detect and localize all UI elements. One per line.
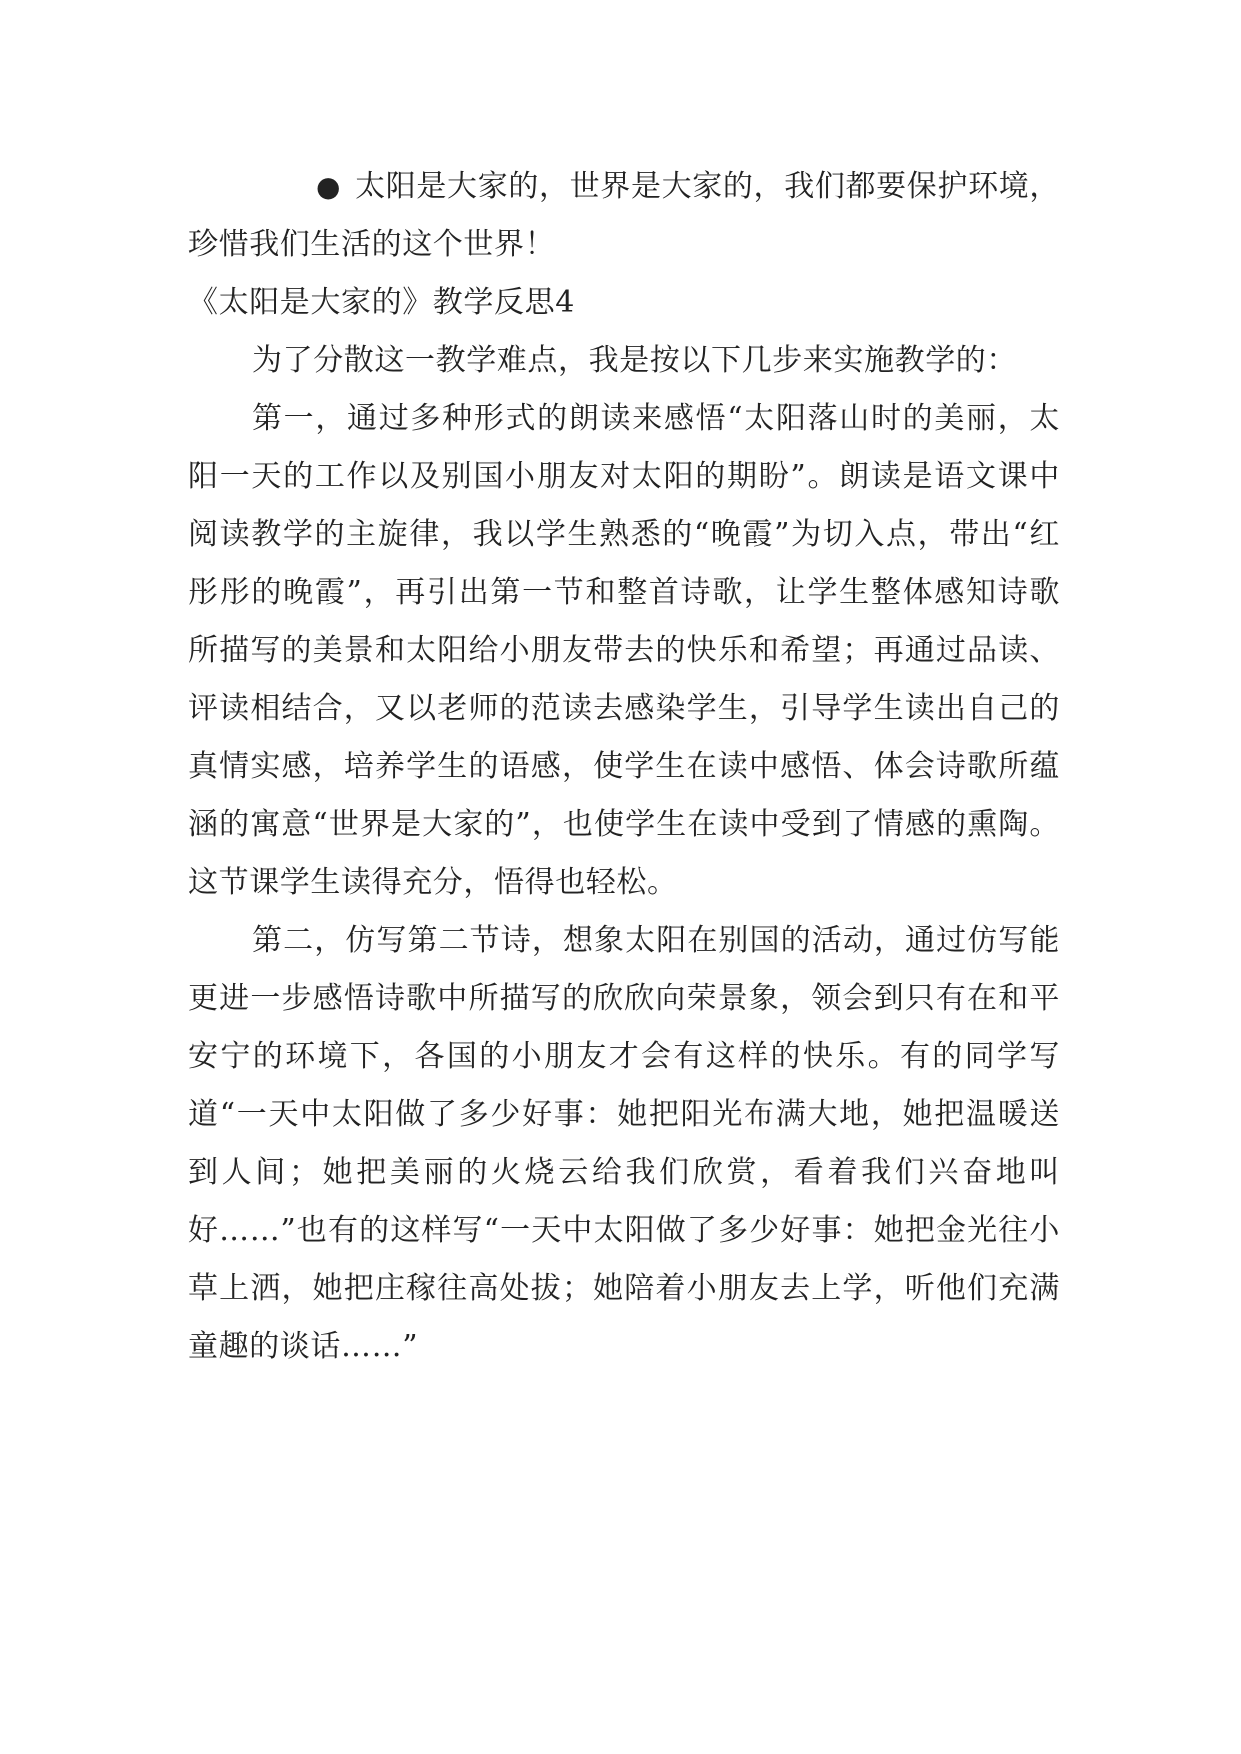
document-body <box>188 158 1060 1376</box>
paragraph-intro: 为了分散这一教学难点，我是按以下几步来实施教学的： <box>252 343 1017 378</box>
bullet-icon: ● <box>316 170 342 203</box>
bullet-text: 太阳是大家的，世界是大家的，我们都要保护环境，珍惜我们生活的这个世界！ <box>188 169 1060 262</box>
bullet-point <box>188 158 1060 274</box>
section-heading: 《太阳是大家的》教学反思4 <box>188 285 575 320</box>
paragraph-second-point: 第二，仿写第二节诗，想象太阳在别国的活动，通过仿写能更进一步感悟诗歌中所描写的欣欣向荣景象，领会到只有在和平安宁的环境下，各国的小朋友才会有这样的快乐。有的同学写道“一天中太阳做了多少好事：她把阳光布满大地，她把温暖送到人间；她把美丽的火烧云给我们欣赏，看着我们兴奋地叫好……”也有的这样写“一天中太阳做了多少好事：她把金光往小草上洒，她把庄稼往高处拔；她陪着小朋友去上学，听他们充满童趣的谈话……” <box>188 923 1060 1364</box>
paragraph-first-point: 第一，通过多种形式的朗读来感悟“太阳落山时的美丽，太阳一天的工作以及别国小朋友对太阳的期盼”。朗读是语文课中阅读教学的主旋律，我以学生熟悉的“晚霞”为切入点，带出“红彤彤的晚霞”，再引出第一节和整首诗歌，让学生整体感知诗歌所描写的美景和太阳给小朋友带去的快乐和希望；再通过品读、评读相结合，又以老师的范读去感染学生，引导学生读出自己的真情实感，培养学生的语感，使学生在读中感悟、体会诗歌所蕴涵的寓意“世界是大家的”，也使学生在读中受到了情感的熏陶。这节课学生读得充分，悟得也轻松。 <box>188 401 1060 900</box>
